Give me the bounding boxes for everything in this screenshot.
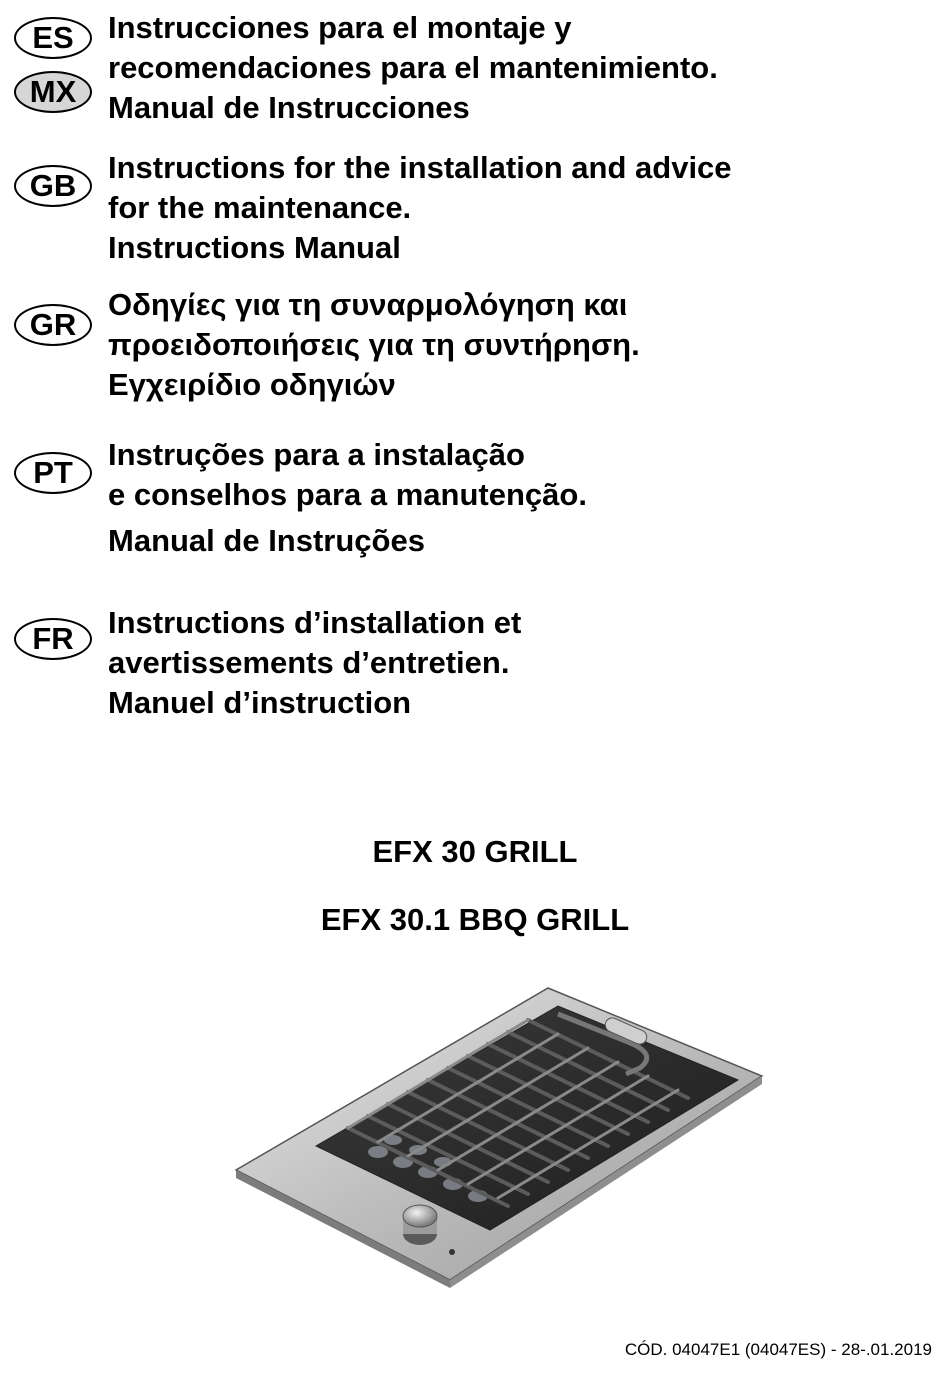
language-badge-gb: GB	[14, 165, 92, 207]
title-line: προειδοποιήσεις για τη συντήρηση.	[108, 327, 640, 362]
title-line: Instruções para a instalação	[108, 437, 525, 472]
title-line: Instructions Manual	[108, 230, 401, 265]
control-knob	[403, 1205, 437, 1245]
title-line: Manual de Instrucciones	[108, 90, 470, 125]
title-line: for the maintenance.	[108, 190, 412, 225]
indicator-light	[449, 1249, 455, 1255]
language-badge-pt: PT	[14, 452, 92, 494]
section-pt	[108, 435, 587, 561]
language-badge-mx: MX	[14, 71, 92, 113]
title-line: Instrucciones para el montaje y	[108, 10, 572, 45]
model-name: EFX 30 GRILL	[372, 834, 578, 869]
title-line: Instructions d’installation et	[108, 605, 522, 640]
section-gb	[108, 148, 732, 268]
language-badge-gr: GR	[14, 304, 92, 346]
section-fr	[108, 603, 521, 723]
document-code: CÓD. 04047E1 (04047ES) - 28-.01.2019	[624, 1340, 932, 1359]
language-badge-fr: FR	[14, 618, 92, 660]
title-line: Οδηγίες για τη συναρμολόγηση και	[108, 287, 628, 322]
language-badge-es: ES	[14, 17, 92, 59]
title-line: recomendaciones para el mantenimiento.	[108, 50, 718, 85]
title-line: Manuel d’instruction	[108, 685, 412, 720]
model-name: EFX 30.1 BBQ GRILL	[320, 902, 630, 937]
grill-cooktop-illustration	[228, 980, 768, 1300]
title-line: Εγχειρίδιο οδηγιών	[108, 367, 396, 402]
title-line: Instructions for the installation and advice	[108, 150, 732, 185]
title-line: avertissements d’entretien.	[108, 645, 510, 680]
section-gr	[108, 285, 640, 405]
section-es	[108, 8, 718, 128]
title-line: e conselhos para a manutenção.	[108, 477, 587, 512]
title-line: Manual de Instruções	[108, 523, 425, 558]
